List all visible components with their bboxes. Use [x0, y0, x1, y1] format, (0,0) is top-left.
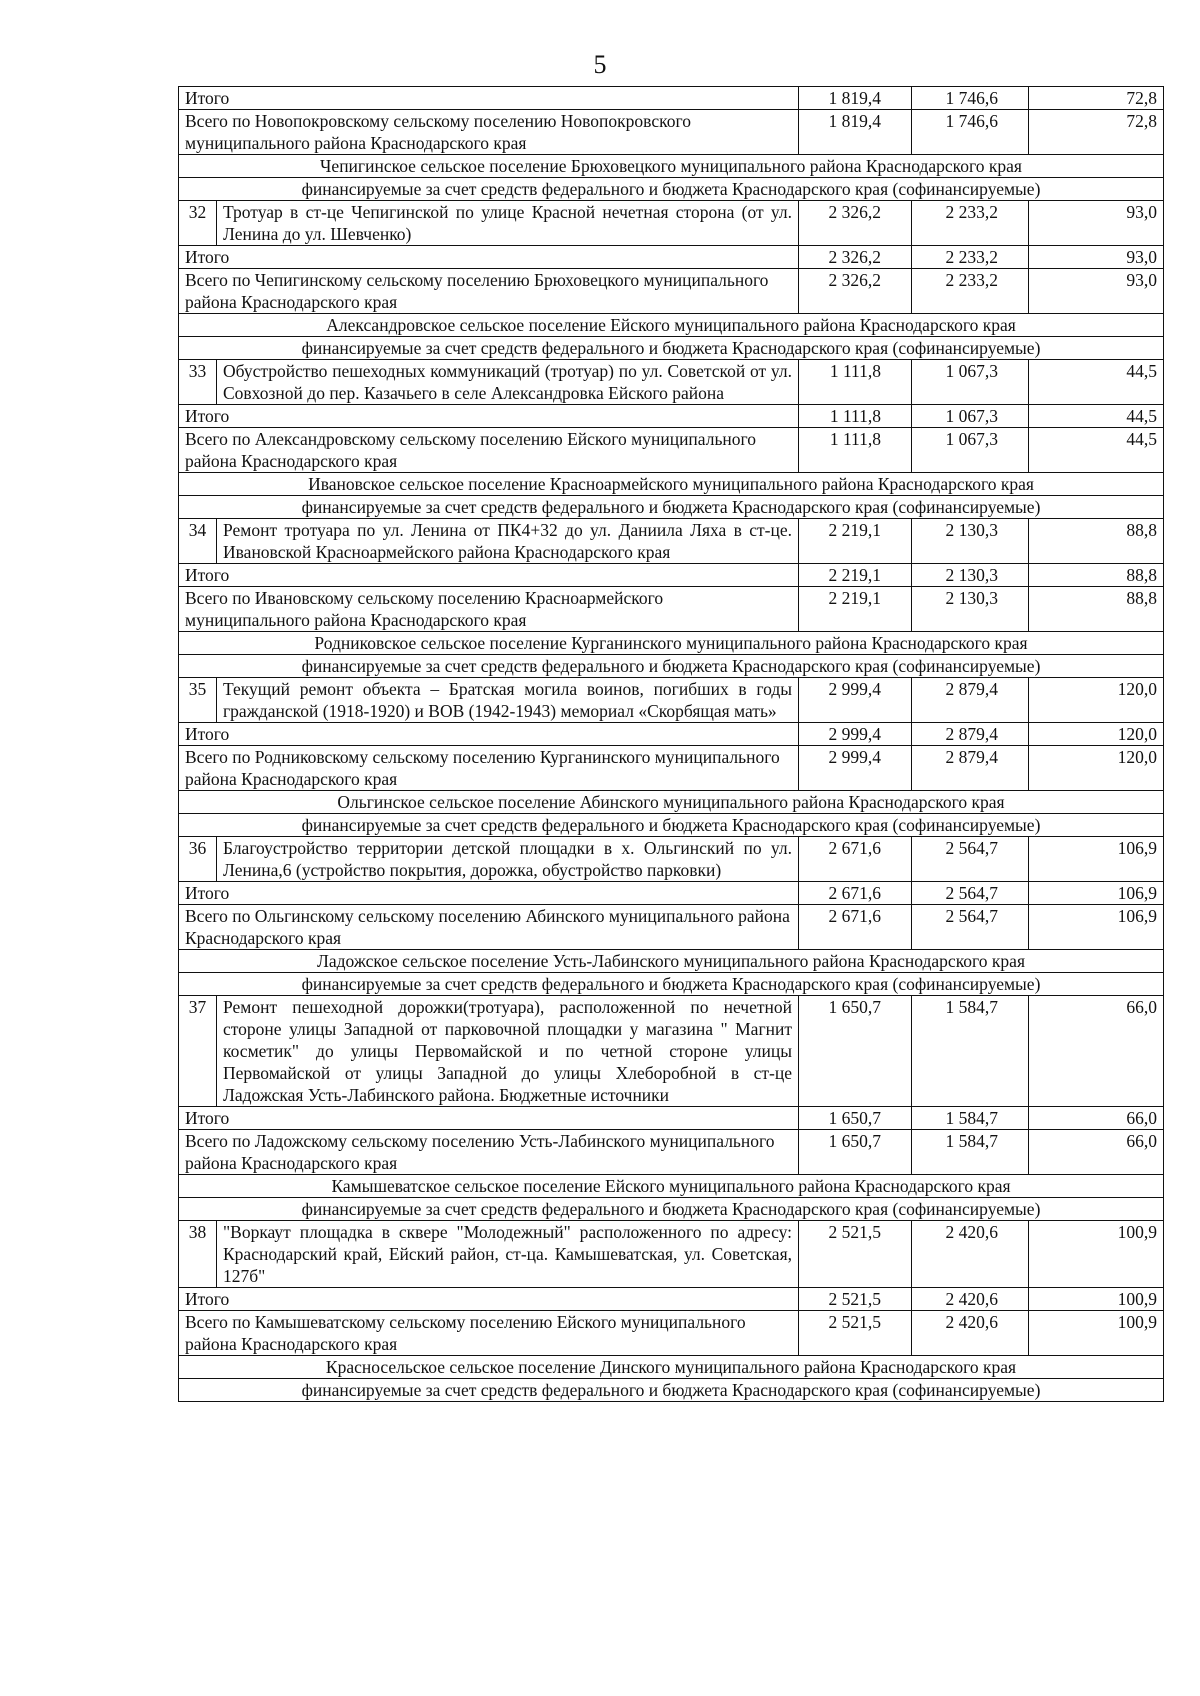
federal-budget-cell: 1 584,7: [912, 1107, 1029, 1130]
settlement-total-row: [179, 905, 1164, 950]
settlement-total-label: Всего по Родниковскому сельскому поселению Курганинского муниципального района Краснодарского края: [179, 746, 799, 791]
settlement-total-row: [179, 1311, 1164, 1356]
federal-budget-cell: 2 130,3: [912, 587, 1029, 632]
item-description: "Воркаут площадка в сквере "Молодежный" расположенного по адресу: Краснодарский край, Ейский район, ст-ца. Камышеватская, ул. Советская, 127б": [217, 1221, 799, 1288]
settlement-total-row: [179, 1130, 1164, 1175]
federal-budget-cell: 2 233,2: [912, 201, 1029, 246]
total-cost-cell: 2 521,5: [799, 1221, 912, 1288]
settlement-title-row: [179, 632, 1164, 655]
federal-budget-cell: 2 564,7: [912, 905, 1029, 950]
financing-source-row: [179, 178, 1164, 201]
settlement-title: Родниковское сельское поселение Курганинского муниципального района Краснодарского края: [179, 632, 1164, 655]
item-number: 33: [179, 360, 217, 405]
settlement-title-row: [179, 314, 1164, 337]
local-budget-cell: 44,5: [1029, 428, 1164, 473]
local-budget-cell: 106,9: [1029, 837, 1164, 882]
item-description: Ремонт тротуара по ул. Ленина от ПК4+32 до ул. Даниила Ляха в ст-це. Ивановской Красноармейского района Краснодарского края: [217, 519, 799, 564]
federal-budget-cell: 2 879,4: [912, 746, 1029, 791]
item-number: 37: [179, 996, 217, 1107]
total-cost-cell: 2 999,4: [799, 723, 912, 746]
federal-budget-cell: 2 233,2: [912, 269, 1029, 314]
itogo-row: [179, 405, 1164, 428]
financing-source-row: [179, 655, 1164, 678]
federal-budget-cell: 1 584,7: [912, 1130, 1029, 1175]
federal-budget-cell: 2 564,7: [912, 882, 1029, 905]
federal-budget-cell: 2 130,3: [912, 519, 1029, 564]
itogo-row: [179, 1288, 1164, 1311]
local-budget-cell: 93,0: [1029, 201, 1164, 246]
item-description: Благоустройство территории детской площадки в х. Ольгинский по ул. Ленина,6 (устройство покрытия, дорожка, обустройство парковки): [217, 837, 799, 882]
local-budget-cell: 100,9: [1029, 1311, 1164, 1356]
settlement-total-label: Всего по Новопокровскому сельскому поселению Новопокровского муниципального района Краснодарского края: [179, 110, 799, 155]
settlement-title: Красносельское сельское поселение Динского муниципального района Краснодарского края: [179, 1356, 1164, 1379]
federal-budget-cell: 2 420,6: [912, 1221, 1029, 1288]
settlement-title-row: [179, 950, 1164, 973]
local-budget-cell: 66,0: [1029, 1130, 1164, 1175]
item-number: 35: [179, 678, 217, 723]
item-description: Ремонт пешеходной дорожки(тротуара), расположенной по нечетной стороне улицы Западной от парковочной площадки у магазина " Магнит косметик" до улицы Первомайской и по четной стороне улицы Первомайской от улицы Западной до улицы Хлеборобной в ст-це Ладожская Усть-Лабинского района. Бюджетные источники: [217, 996, 799, 1107]
financing-source: финансируемые за счет средств федерального и бюджета Краснодарского края (софинансируемые): [179, 814, 1164, 837]
federal-budget-cell: 1 746,6: [912, 87, 1029, 110]
total-cost-cell: 1 819,4: [799, 110, 912, 155]
settlement-title: Ладожское сельское поселение Усть-Лабинского муниципального района Краснодарского края: [179, 950, 1164, 973]
financing-source: финансируемые за счет средств федерального и бюджета Краснодарского края (софинансируемые): [179, 1379, 1164, 1402]
financing-source: финансируемые за счет средств федерального и бюджета Краснодарского края (софинансируемые): [179, 178, 1164, 201]
item-number: 34: [179, 519, 217, 564]
settlement-total-row: [179, 587, 1164, 632]
itogo-row: [179, 564, 1164, 587]
table-row: [179, 360, 1164, 405]
local-budget-cell: 100,9: [1029, 1221, 1164, 1288]
federal-budget-cell: 1 746,6: [912, 110, 1029, 155]
settlement-title: Камышеватское сельское поселение Ейского муниципального района Краснодарского края: [179, 1175, 1164, 1198]
local-budget-cell: 93,0: [1029, 269, 1164, 314]
total-cost-cell: 2 671,6: [799, 837, 912, 882]
settlement-title: Ивановское сельское поселение Красноармейского муниципального района Краснодарского края: [179, 473, 1164, 496]
settlement-total-row: [179, 746, 1164, 791]
financing-source: финансируемые за счет средств федерального и бюджета Краснодарского края (софинансируемые): [179, 337, 1164, 360]
federal-budget-cell: 2 233,2: [912, 246, 1029, 269]
total-cost-cell: 2 671,6: [799, 905, 912, 950]
settlement-total-row: [179, 428, 1164, 473]
table-row: [179, 678, 1164, 723]
total-cost-cell: 2 671,6: [799, 882, 912, 905]
itogo-label: Итого: [179, 246, 799, 269]
federal-budget-cell: 2 564,7: [912, 837, 1029, 882]
total-cost-cell: 1 111,8: [799, 360, 912, 405]
total-cost-cell: 1 111,8: [799, 428, 912, 473]
local-budget-cell: 72,8: [1029, 110, 1164, 155]
local-budget-cell: 120,0: [1029, 723, 1164, 746]
local-budget-cell: 106,9: [1029, 905, 1164, 950]
table-row: [179, 996, 1164, 1107]
local-budget-cell: 106,9: [1029, 882, 1164, 905]
total-cost-cell: 2 326,2: [799, 269, 912, 314]
local-budget-cell: 100,9: [1029, 1288, 1164, 1311]
federal-budget-cell: 1 067,3: [912, 428, 1029, 473]
settlement-title-row: [179, 1356, 1164, 1379]
item-description: Обустройство пешеходных коммуникаций (тротуар) по ул. Советской от ул. Совхозной до пер. Казачьего в селе Александровка Ейского района: [217, 360, 799, 405]
local-budget-cell: 93,0: [1029, 246, 1164, 269]
financing-source: финансируемые за счет средств федерального и бюджета Краснодарского края (софинансируемые): [179, 1198, 1164, 1221]
local-budget-cell: 120,0: [1029, 746, 1164, 791]
federal-budget-cell: 1 067,3: [912, 405, 1029, 428]
itogo-label: Итого: [179, 87, 799, 110]
settlement-title: Ольгинское сельское поселение Абинского муниципального района Краснодарского края: [179, 791, 1164, 814]
financing-source-row: [179, 973, 1164, 996]
budget-table: [178, 86, 1164, 1402]
federal-budget-cell: 1 584,7: [912, 996, 1029, 1107]
settlement-title-row: [179, 791, 1164, 814]
total-cost-cell: 1 819,4: [799, 87, 912, 110]
total-cost-cell: 2 999,4: [799, 746, 912, 791]
itogo-label: Итого: [179, 405, 799, 428]
total-cost-cell: 2 219,1: [799, 564, 912, 587]
financing-source: финансируемые за счет средств федерального и бюджета Краснодарского края (софинансируемые): [179, 973, 1164, 996]
item-description: Текущий ремонт объекта – Братская могила воинов, погибших в годы гражданской (1918-1920) и ВОВ (1942-1943) мемориал «Скорбящая мать»: [217, 678, 799, 723]
financing-source-row: [179, 814, 1164, 837]
local-budget-cell: 88,8: [1029, 587, 1164, 632]
itogo-row: [179, 246, 1164, 269]
itogo-label: Итого: [179, 1288, 799, 1311]
local-budget-cell: 72,8: [1029, 87, 1164, 110]
settlement-total-label: Всего по Ольгинскому сельскому поселению Абинского муниципального района Краснодарского края: [179, 905, 799, 950]
settlement-total-label: Всего по Ивановскому сельскому поселению Красноармейского муниципального района Краснодарского края: [179, 587, 799, 632]
itogo-label: Итого: [179, 564, 799, 587]
itogo-row: [179, 882, 1164, 905]
table-row: [179, 519, 1164, 564]
federal-budget-cell: 2 130,3: [912, 564, 1029, 587]
settlement-total-label: Всего по Александровскому сельскому поселению Ейского муниципального района Краснодарского края: [179, 428, 799, 473]
local-budget-cell: 120,0: [1029, 678, 1164, 723]
total-cost-cell: 2 521,5: [799, 1311, 912, 1356]
federal-budget-cell: 2 420,6: [912, 1311, 1029, 1356]
total-cost-cell: 1 111,8: [799, 405, 912, 428]
total-cost-cell: 1 650,7: [799, 1130, 912, 1175]
settlement-total-row: [179, 269, 1164, 314]
itogo-row: [179, 723, 1164, 746]
table-row: [179, 837, 1164, 882]
settlement-total-row: [179, 110, 1164, 155]
item-number: 32: [179, 201, 217, 246]
settlement-total-label: Всего по Камышеватскому сельскому поселению Ейского муниципального района Краснодарского края: [179, 1311, 799, 1356]
settlement-title-row: [179, 473, 1164, 496]
total-cost-cell: 2 326,2: [799, 246, 912, 269]
total-cost-cell: 2 219,1: [799, 587, 912, 632]
federal-budget-cell: 2 420,6: [912, 1288, 1029, 1311]
settlement-title-row: [179, 155, 1164, 178]
financing-source-row: [179, 1198, 1164, 1221]
settlement-total-label: Всего по Ладожскому сельскому поселению Усть-Лабинского муниципального района Краснодарского края: [179, 1130, 799, 1175]
federal-budget-cell: 2 879,4: [912, 723, 1029, 746]
federal-budget-cell: 1 067,3: [912, 360, 1029, 405]
table-row: [179, 201, 1164, 246]
settlement-total-label: Всего по Чепигинскому сельскому поселению Брюховецкого муниципального района Краснодарского края: [179, 269, 799, 314]
itogo-label: Итого: [179, 1107, 799, 1130]
local-budget-cell: 66,0: [1029, 996, 1164, 1107]
table-row: [179, 1221, 1164, 1288]
local-budget-cell: 66,0: [1029, 1107, 1164, 1130]
total-cost-cell: 2 326,2: [799, 201, 912, 246]
settlement-title-row: [179, 1175, 1164, 1198]
itogo-label: Итого: [179, 723, 799, 746]
local-budget-cell: 88,8: [1029, 519, 1164, 564]
local-budget-cell: 88,8: [1029, 564, 1164, 587]
federal-budget-cell: 2 879,4: [912, 678, 1029, 723]
total-cost-cell: 2 999,4: [799, 678, 912, 723]
settlement-title: Александровское сельское поселение Ейского муниципального района Краснодарского края: [179, 314, 1164, 337]
settlement-title: Чепигинское сельское поселение Брюховецкого муниципального района Краснодарского края: [179, 155, 1164, 178]
item-number: 36: [179, 837, 217, 882]
itogo-label: Итого: [179, 882, 799, 905]
financing-source-row: [179, 1379, 1164, 1402]
item-number: 38: [179, 1221, 217, 1288]
financing-source-row: [179, 496, 1164, 519]
financing-source: финансируемые за счет средств федерального и бюджета Краснодарского края (софинансируемые): [179, 655, 1164, 678]
financing-source-row: [179, 337, 1164, 360]
financing-source: финансируемые за счет средств федерального и бюджета Краснодарского края (софинансируемые): [179, 496, 1164, 519]
page-number: 5: [593, 50, 607, 79]
itogo-row: [179, 1107, 1164, 1130]
total-cost-cell: 1 650,7: [799, 1107, 912, 1130]
local-budget-cell: 44,5: [1029, 360, 1164, 405]
local-budget-cell: 44,5: [1029, 405, 1164, 428]
itogo-row: [179, 87, 1164, 110]
total-cost-cell: 2 521,5: [799, 1288, 912, 1311]
total-cost-cell: 2 219,1: [799, 519, 912, 564]
item-description: Тротуар в ст-це Чепигинской по улице Красной нечетная сторона (от ул. Ленина до ул. Шевченко): [217, 201, 799, 246]
total-cost-cell: 1 650,7: [799, 996, 912, 1107]
